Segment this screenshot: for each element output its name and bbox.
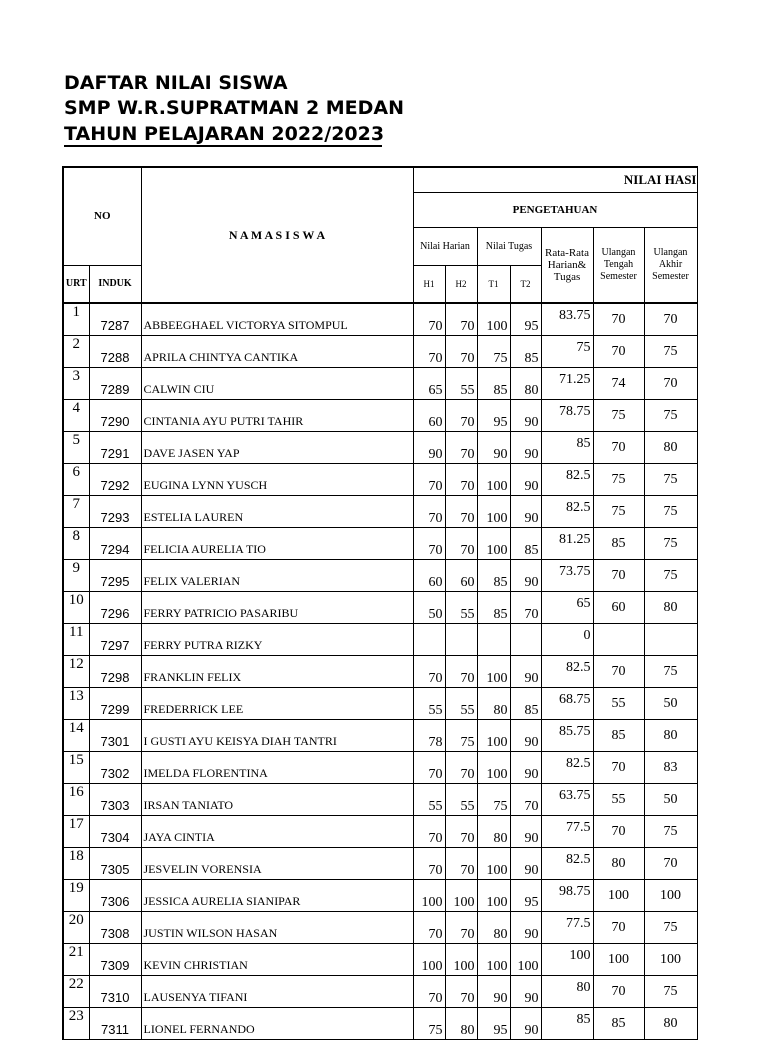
- cell-urt: 19: [63, 880, 89, 912]
- header-h1: H1: [413, 265, 445, 303]
- cell-urt: 3: [63, 368, 89, 400]
- cell-h1: 78: [413, 720, 445, 752]
- table-row: [63, 944, 697, 976]
- document-title: DAFTAR NILAI SISWA: [64, 72, 288, 94]
- cell-h2: 70: [445, 976, 477, 1008]
- cell-t1: 95: [477, 1008, 510, 1040]
- cell-t1: 100: [477, 303, 510, 336]
- cell-t2: 90: [510, 752, 541, 784]
- cell-rata: 77.5: [541, 816, 593, 848]
- cell-induk: 7291: [89, 432, 141, 464]
- cell-h1: 70: [413, 976, 445, 1008]
- cell-t1: 100: [477, 720, 510, 752]
- cell-h2: 70: [445, 432, 477, 464]
- cell-urt: 1: [63, 303, 89, 336]
- cell-t1: 100: [477, 464, 510, 496]
- grades-table-viewport: [62, 166, 697, 1038]
- cell-nama: FREDERRICK LEE: [141, 688, 413, 720]
- cell-induk: 7299: [89, 688, 141, 720]
- cell-uas: 83: [644, 752, 697, 784]
- cell-t1: 75: [477, 784, 510, 816]
- cell-uas: 75: [644, 560, 697, 592]
- cell-h1: 70: [413, 336, 445, 368]
- table-row: [63, 432, 697, 464]
- header-t1: T1: [477, 265, 510, 303]
- cell-h1: 55: [413, 688, 445, 720]
- cell-h2: 70: [445, 816, 477, 848]
- cell-rata: 100: [541, 944, 593, 976]
- cell-uts: 74: [593, 368, 644, 400]
- cell-h2: 70: [445, 912, 477, 944]
- cell-nama: JESVELIN VORENSIA: [141, 848, 413, 880]
- cell-uts: 55: [593, 784, 644, 816]
- cell-t1: 80: [477, 688, 510, 720]
- cell-h1: 60: [413, 560, 445, 592]
- cell-rata: 75: [541, 336, 593, 368]
- cell-induk: 7290: [89, 400, 141, 432]
- header-h2: H2: [445, 265, 477, 303]
- header-induk: INDUK: [89, 265, 141, 303]
- header-nama-siswa: N A M A S I S W A: [141, 167, 413, 303]
- grades-table: [62, 166, 698, 1040]
- cell-rata: 82.5: [541, 752, 593, 784]
- cell-h1: 90: [413, 432, 445, 464]
- cell-t1: 85: [477, 368, 510, 400]
- cell-h2: 70: [445, 752, 477, 784]
- cell-uas: 70: [644, 303, 697, 336]
- cell-urt: 9: [63, 560, 89, 592]
- cell-t1: 85: [477, 592, 510, 624]
- cell-induk: 7298: [89, 656, 141, 688]
- cell-uts: 100: [593, 944, 644, 976]
- cell-nama: ESTELIA LAUREN: [141, 496, 413, 528]
- cell-uas: 80: [644, 720, 697, 752]
- cell-h2: 100: [445, 880, 477, 912]
- table-row: [63, 592, 697, 624]
- cell-uts: 70: [593, 560, 644, 592]
- cell-h2: 70: [445, 336, 477, 368]
- cell-h2: 55: [445, 368, 477, 400]
- cell-nama: FRANKLIN FELIX: [141, 656, 413, 688]
- cell-uas: 100: [644, 880, 697, 912]
- cell-urt: 17: [63, 816, 89, 848]
- cell-h2: 70: [445, 496, 477, 528]
- cell-nama: IMELDA FLORENTINA: [141, 752, 413, 784]
- cell-nama: FERRY PATRICIO PASARIBU: [141, 592, 413, 624]
- cell-t2: 90: [510, 400, 541, 432]
- cell-uas: 70: [644, 848, 697, 880]
- cell-uts: 85: [593, 528, 644, 560]
- cell-uas: 75: [644, 912, 697, 944]
- cell-rata: 83.75: [541, 303, 593, 336]
- cell-induk: 7302: [89, 752, 141, 784]
- cell-induk: 7292: [89, 464, 141, 496]
- cell-rata: 68.75: [541, 688, 593, 720]
- cell-h2: 55: [445, 592, 477, 624]
- cell-uas: 70: [644, 368, 697, 400]
- cell-uas: 75: [644, 976, 697, 1008]
- cell-h1: 55: [413, 784, 445, 816]
- table-row: [63, 880, 697, 912]
- cell-h2: 75: [445, 720, 477, 752]
- cell-rata: 82.5: [541, 656, 593, 688]
- table-row: [63, 400, 697, 432]
- cell-h1: 65: [413, 368, 445, 400]
- table-row: [63, 848, 697, 880]
- cell-h1: 70: [413, 752, 445, 784]
- table-row: [63, 496, 697, 528]
- table-header: [63, 167, 697, 303]
- cell-induk: 7297: [89, 624, 141, 656]
- header-uas: Ulangan Akhir Semester: [644, 227, 697, 303]
- cell-t1: 80: [477, 912, 510, 944]
- cell-induk: 7309: [89, 944, 141, 976]
- cell-t2: [510, 624, 541, 656]
- header-urt: URT: [63, 265, 89, 303]
- cell-rata: 65: [541, 592, 593, 624]
- cell-uas: 75: [644, 656, 697, 688]
- header-nilai-hasil: NILAI HASI: [413, 167, 697, 192]
- cell-induk: 7301: [89, 720, 141, 752]
- cell-induk: 7306: [89, 880, 141, 912]
- cell-h2: 70: [445, 656, 477, 688]
- cell-rata: 98.75: [541, 880, 593, 912]
- cell-h1: 70: [413, 848, 445, 880]
- cell-urt: 11: [63, 624, 89, 656]
- cell-h2: 70: [445, 464, 477, 496]
- cell-t1: 100: [477, 848, 510, 880]
- cell-t2: 90: [510, 656, 541, 688]
- table-row: [63, 528, 697, 560]
- cell-h2: [445, 624, 477, 656]
- table-row: [63, 720, 697, 752]
- cell-nama: APRILA CHINTYA CANTIKA: [141, 336, 413, 368]
- table-row: [63, 368, 697, 400]
- header-pengetahuan: PENGETAHUAN: [413, 192, 697, 227]
- cell-uts: 70: [593, 432, 644, 464]
- academic-year-underline: [64, 145, 382, 147]
- cell-rata: 85: [541, 1008, 593, 1040]
- table-row: [63, 624, 697, 656]
- header-nilai-tugas: Nilai Tugas: [477, 227, 541, 265]
- cell-h1: 70: [413, 303, 445, 336]
- cell-induk: 7288: [89, 336, 141, 368]
- cell-nama: FELICIA AURELIA TIO: [141, 528, 413, 560]
- cell-uts: 75: [593, 496, 644, 528]
- cell-t1: 90: [477, 976, 510, 1008]
- cell-induk: 7304: [89, 816, 141, 848]
- cell-uas: 80: [644, 1008, 697, 1040]
- table-row: [63, 912, 697, 944]
- cell-urt: 20: [63, 912, 89, 944]
- cell-t2: 90: [510, 1008, 541, 1040]
- cell-urt: 14: [63, 720, 89, 752]
- cell-uts: 70: [593, 976, 644, 1008]
- cell-nama: EUGINA LYNN YUSCH: [141, 464, 413, 496]
- cell-induk: 7289: [89, 368, 141, 400]
- cell-rata: 82.5: [541, 848, 593, 880]
- cell-nama: FERRY PUTRA RIZKY: [141, 624, 413, 656]
- cell-urt: 21: [63, 944, 89, 976]
- cell-urt: 23: [63, 1008, 89, 1040]
- cell-uas: 75: [644, 528, 697, 560]
- cell-t2: 70: [510, 784, 541, 816]
- cell-nama: ABBEEGHAEL VICTORYA SITOMPUL: [141, 303, 413, 336]
- cell-rata: 82.5: [541, 496, 593, 528]
- cell-uas: 75: [644, 496, 697, 528]
- cell-induk: 7293: [89, 496, 141, 528]
- cell-uts: 75: [593, 464, 644, 496]
- cell-urt: 13: [63, 688, 89, 720]
- cell-t1: 100: [477, 656, 510, 688]
- cell-rata: 85.75: [541, 720, 593, 752]
- school-name: SMP W.R.SUPRATMAN 2 MEDAN: [64, 97, 405, 119]
- cell-t1: 100: [477, 944, 510, 976]
- cell-uts: 60: [593, 592, 644, 624]
- cell-nama: JAYA CINTIA: [141, 816, 413, 848]
- cell-uas: 75: [644, 400, 697, 432]
- cell-h1: 100: [413, 944, 445, 976]
- cell-urt: 8: [63, 528, 89, 560]
- cell-t2: 90: [510, 560, 541, 592]
- header-nilai-harian: Nilai Harian: [413, 227, 477, 265]
- cell-t1: 100: [477, 496, 510, 528]
- cell-t2: 90: [510, 912, 541, 944]
- cell-nama: IRSAN TANIATO: [141, 784, 413, 816]
- cell-uas: 75: [644, 464, 697, 496]
- cell-t2: 90: [510, 976, 541, 1008]
- cell-h1: [413, 624, 445, 656]
- cell-h2: 80: [445, 1008, 477, 1040]
- cell-nama: JUSTIN WILSON HASAN: [141, 912, 413, 944]
- table-row: [63, 303, 697, 336]
- table-row: [63, 656, 697, 688]
- header-t2: T2: [510, 265, 541, 303]
- cell-urt: 15: [63, 752, 89, 784]
- cell-rata: 71.25: [541, 368, 593, 400]
- cell-t2: 95: [510, 880, 541, 912]
- cell-induk: 7296: [89, 592, 141, 624]
- cell-nama: CALWIN CIU: [141, 368, 413, 400]
- cell-t1: 75: [477, 336, 510, 368]
- cell-urt: 4: [63, 400, 89, 432]
- table-row: [63, 560, 697, 592]
- cell-urt: 18: [63, 848, 89, 880]
- cell-h1: 70: [413, 912, 445, 944]
- table-row: [63, 816, 697, 848]
- cell-urt: 2: [63, 336, 89, 368]
- cell-t2: 90: [510, 848, 541, 880]
- cell-nama: LIONEL FERNANDO: [141, 1008, 413, 1040]
- cell-rata: 73.75: [541, 560, 593, 592]
- cell-urt: 6: [63, 464, 89, 496]
- cell-rata: 0: [541, 624, 593, 656]
- cell-urt: 5: [63, 432, 89, 464]
- cell-uts: 70: [593, 912, 644, 944]
- cell-t1: 95: [477, 400, 510, 432]
- header-uts: Ulangan Tengah Semester: [593, 227, 644, 303]
- cell-urt: 7: [63, 496, 89, 528]
- cell-h2: 70: [445, 528, 477, 560]
- cell-h2: 70: [445, 400, 477, 432]
- cell-t2: 80: [510, 368, 541, 400]
- cell-uas: 80: [644, 432, 697, 464]
- cell-h1: 70: [413, 496, 445, 528]
- header-rata-rata: Rata-Rata Harian& Tugas: [541, 227, 593, 303]
- cell-uts: 80: [593, 848, 644, 880]
- cell-h2: 100: [445, 944, 477, 976]
- cell-h1: 75: [413, 1008, 445, 1040]
- cell-uts: 70: [593, 303, 644, 336]
- cell-t2: 95: [510, 303, 541, 336]
- cell-uas: 100: [644, 944, 697, 976]
- cell-t1: 85: [477, 560, 510, 592]
- cell-t2: 85: [510, 688, 541, 720]
- cell-h1: 70: [413, 656, 445, 688]
- cell-induk: 7308: [89, 912, 141, 944]
- cell-rata: 82.5: [541, 464, 593, 496]
- cell-rata: 85: [541, 432, 593, 464]
- cell-h2: 55: [445, 688, 477, 720]
- cell-t1: 100: [477, 880, 510, 912]
- cell-t1: 90: [477, 432, 510, 464]
- cell-h1: 70: [413, 464, 445, 496]
- cell-uts: 85: [593, 720, 644, 752]
- table-row: [63, 752, 697, 784]
- cell-urt: 22: [63, 976, 89, 1008]
- cell-urt: 16: [63, 784, 89, 816]
- cell-uts: 70: [593, 336, 644, 368]
- cell-urt: 12: [63, 656, 89, 688]
- cell-induk: 7311: [89, 1008, 141, 1040]
- cell-t1: 100: [477, 528, 510, 560]
- cell-h1: 60: [413, 400, 445, 432]
- cell-t2: 90: [510, 496, 541, 528]
- cell-induk: 7310: [89, 976, 141, 1008]
- cell-rata: 77.5: [541, 912, 593, 944]
- cell-induk: 7305: [89, 848, 141, 880]
- table-row: [63, 976, 697, 1008]
- cell-t2: 100: [510, 944, 541, 976]
- cell-h2: 55: [445, 784, 477, 816]
- cell-nama: CINTANIA AYU PUTRI TAHIR: [141, 400, 413, 432]
- table-row: [63, 688, 697, 720]
- table-row: [63, 1008, 697, 1040]
- cell-h1: 70: [413, 816, 445, 848]
- cell-nama: FELIX VALERIAN: [141, 560, 413, 592]
- cell-t1: [477, 624, 510, 656]
- table-body: [63, 303, 697, 1040]
- cell-uas: 80: [644, 592, 697, 624]
- header-no: NO: [63, 167, 141, 265]
- cell-uts: 70: [593, 816, 644, 848]
- cell-rata: 80: [541, 976, 593, 1008]
- cell-rata: 78.75: [541, 400, 593, 432]
- cell-h2: 70: [445, 303, 477, 336]
- cell-uas: 75: [644, 816, 697, 848]
- cell-t2: 85: [510, 336, 541, 368]
- cell-nama: KEVIN CHRISTIAN: [141, 944, 413, 976]
- cell-uts: 55: [593, 688, 644, 720]
- table-row: [63, 464, 697, 496]
- cell-rata: 81.25: [541, 528, 593, 560]
- cell-t2: 70: [510, 592, 541, 624]
- cell-nama: DAVE JASEN YAP: [141, 432, 413, 464]
- cell-t2: 90: [510, 816, 541, 848]
- cell-induk: 7287: [89, 303, 141, 336]
- academic-year: TAHUN PELAJARAN 2022/2023: [64, 123, 385, 145]
- table-row: [63, 336, 697, 368]
- cell-h1: 100: [413, 880, 445, 912]
- cell-t2: 85: [510, 528, 541, 560]
- cell-rata: 63.75: [541, 784, 593, 816]
- cell-uas: [644, 624, 697, 656]
- cell-uas: 50: [644, 784, 697, 816]
- table-row: [63, 784, 697, 816]
- cell-uas: 50: [644, 688, 697, 720]
- cell-nama: LAUSENYA TIFANI: [141, 976, 413, 1008]
- cell-induk: 7303: [89, 784, 141, 816]
- cell-uts: 75: [593, 400, 644, 432]
- cell-t2: 90: [510, 720, 541, 752]
- cell-uts: 100: [593, 880, 644, 912]
- cell-urt: 10: [63, 592, 89, 624]
- cell-t2: 90: [510, 432, 541, 464]
- cell-h1: 50: [413, 592, 445, 624]
- cell-uts: 70: [593, 752, 644, 784]
- cell-t1: 100: [477, 752, 510, 784]
- cell-h2: 70: [445, 848, 477, 880]
- cell-uts: 70: [593, 656, 644, 688]
- cell-induk: 7294: [89, 528, 141, 560]
- cell-h1: 70: [413, 528, 445, 560]
- cell-nama: I GUSTI AYU KEISYA DIAH TANTRI: [141, 720, 413, 752]
- cell-t2: 90: [510, 464, 541, 496]
- cell-nama: JESSICA AURELIA SIANIPAR: [141, 880, 413, 912]
- cell-uas: 75: [644, 336, 697, 368]
- cell-h2: 60: [445, 560, 477, 592]
- cell-induk: 7295: [89, 560, 141, 592]
- cell-uts: [593, 624, 644, 656]
- cell-uts: 85: [593, 1008, 644, 1040]
- cell-t1: 80: [477, 816, 510, 848]
